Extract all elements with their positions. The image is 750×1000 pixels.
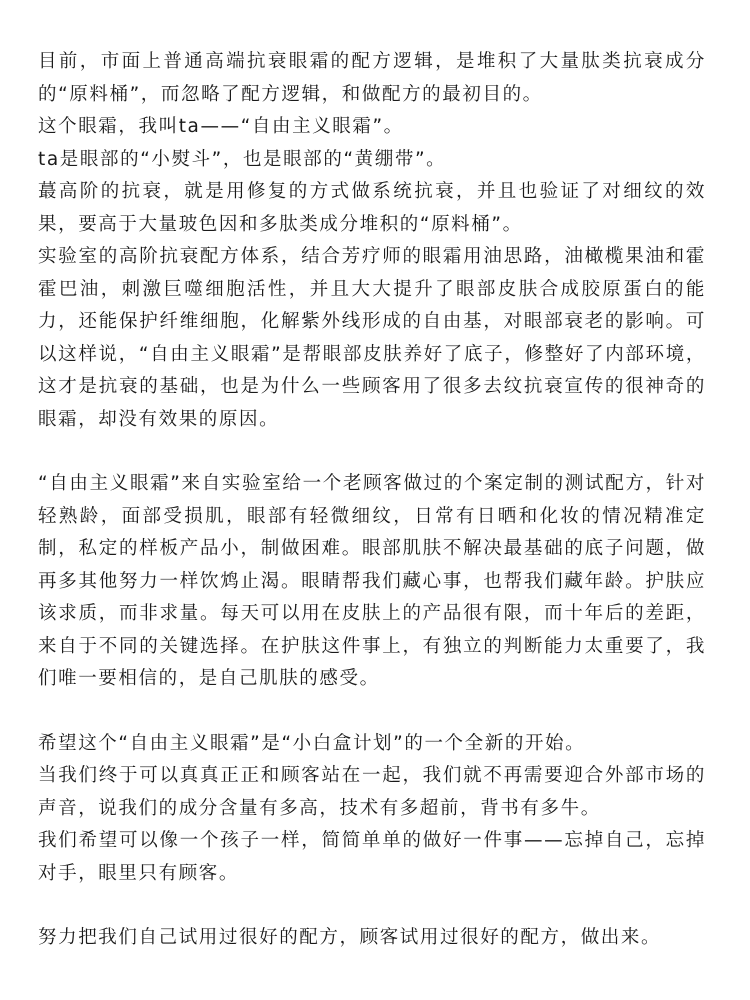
paragraph-child: 我们希望可以像一个孩子一样，简简单单的做好一件事——忘掉自己，忘掉对手，眼里只有顾客。 — [38, 830, 706, 884]
paragraph-spacer — [38, 696, 706, 728]
paragraph-origin: “自由主义眼霜”来自实验室给一个老顾客做过的个案定制的测试配方，针对轻熟龄，面部受损肌，眼部有轻微细纹，日常有日晒和化妆的情况精准定制，私定的样板产品小，制做困难。眼部肌肤不解决最基础的底子问题，做再多其他努力一样饮鸩止渴。眼睛帮我们藏心事，也帮我们藏年龄。护肤应该求质，而非求量。每天可以用在皮肤上的产品很有限，而十年后的差距，来自于不同的关键选择。在护肤这件事上，有独立的判断能力太重要了，我们唯一要相信的，是自己肌肤的感受。 — [38, 473, 706, 689]
paragraph-nickname: ta是眼部的“小熨斗”，也是眼部的“黄绷带”。 — [38, 148, 447, 170]
paragraph-spacer — [38, 436, 706, 468]
paragraph-anti-aging: 蕞高阶的抗衰，就是用修复的方式做系统抗衰，并且也验证了对细纹的效果，要高于大量玻色因和多肽类成分堆积的“原料桶”。 — [38, 181, 706, 235]
paragraph-hope: 希望这个“自由主义眼霜”是“小白盒计划”的一个全新的开始。 — [38, 732, 586, 754]
paragraph-name: 这个眼霜，我叫ta——“自由主义眼霜”。 — [38, 116, 404, 137]
paragraph-intro: 目前，市面上普通高端抗衰眼霜的配方逻辑，是堆积了大量肽类抗衰成分的“原料桶”，而忽略了配方逻辑，和做配方的最初目的。 — [38, 51, 706, 105]
article-body — [38, 46, 706, 955]
paragraph-customers: 当我们终于可以真真正正和顾客站在一起，我们就不再需要迎合外部市场的声音，说我们的成分含量有多高，技术有多超前，背书有多牛。 — [38, 765, 706, 819]
paragraph-closing: 努力把我们自己试用过很好的配方，顾客试用过很好的配方，做出来。 — [38, 927, 662, 948]
paragraph-formula: 实验室的高阶抗衰配方体系，结合芳疗师的眼霜用油思路，油橄榄果油和霍霍巴油，刺激巨噬细胞活性，并且大大提升了眼部皮肤合成胶原蛋白的能力，还能保护纤维细胞，化解紫外线形成的自由基，对眼部衰老的影响。可以这样说，“自由主义眼霜”是帮眼部皮肤养好了底子，修整好了内部环境，这才是抗衰的基础，也是为什么一些顾客用了很多去纹抗衰宣传的很神奇的眼霜，却没有效果的原因。 — [38, 246, 706, 430]
paragraph-spacer — [38, 890, 706, 922]
